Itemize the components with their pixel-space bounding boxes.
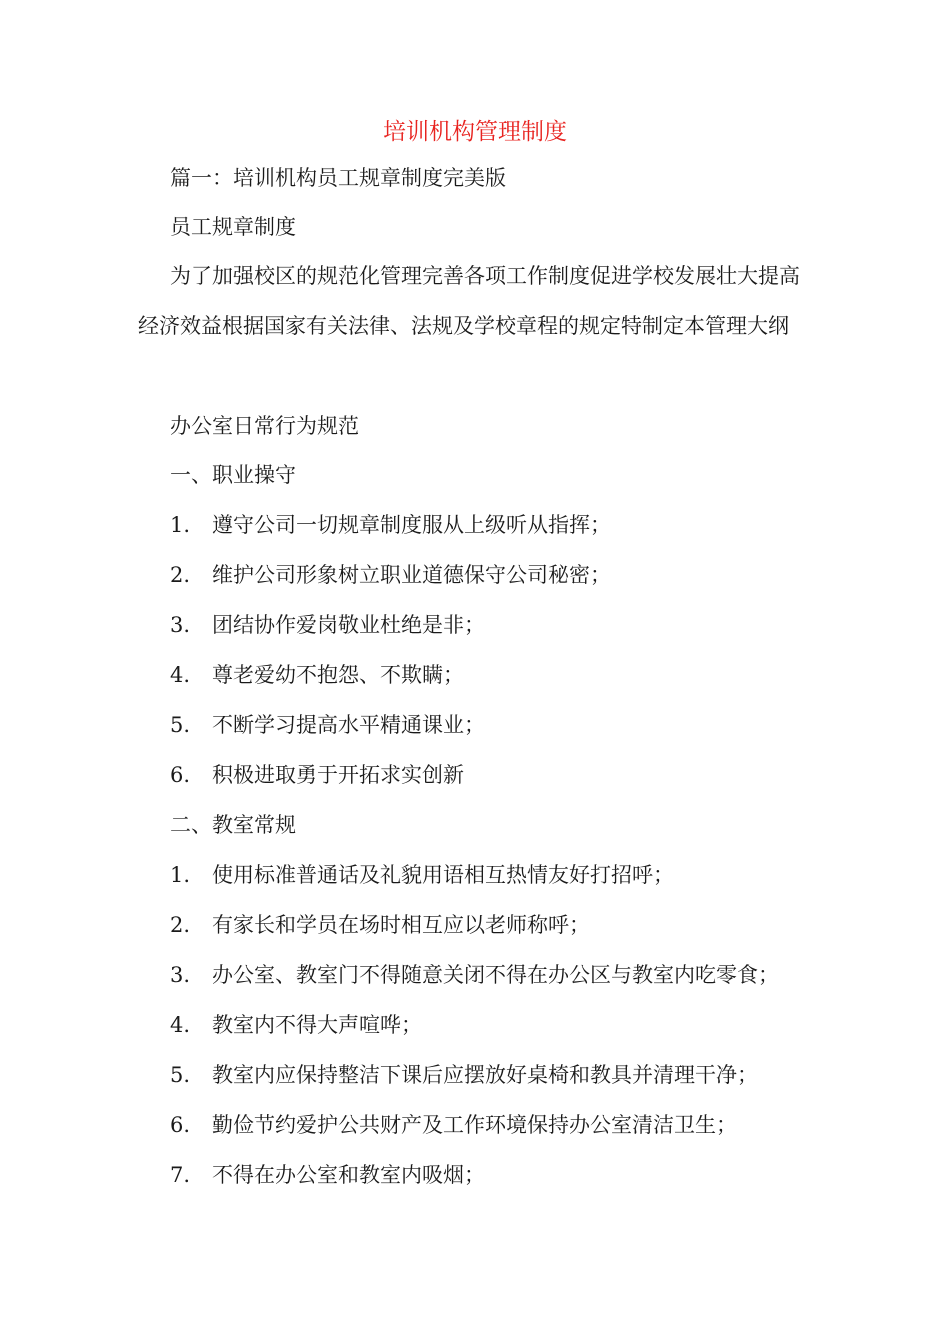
list-item [170,760,464,790]
list-item-number: 1. [170,513,191,537]
list-item [170,1060,758,1090]
list-item-text: 办公室、教室门不得随意关闭不得在办公区与教室内吃零食； [212,963,779,987]
list-item [170,660,464,690]
intro-paragraph: 为了加强校区的规范化管理完善各项工作制度促进学校发展壮大提高经济效益根据国家有关法律、法规及学校章程的规定特制定本管理大纲 [138,264,800,338]
list-item-number: 5. [170,713,191,737]
list-item [170,960,779,990]
list-item [170,910,590,940]
list-item [170,1160,485,1190]
list-item-number: 5. [170,1063,191,1087]
list-item-text: 团结协作爱岗敬业杜绝是非； [212,613,485,637]
list-item-text: 不断学习提高水平精通课业； [212,713,485,737]
list-item-number: 2. [170,913,191,937]
list-item-text: 不得在办公室和教室内吸烟； [212,1163,485,1187]
list-item-number: 3. [170,963,191,987]
list-item-number: 3. [170,613,191,637]
list-item-text: 使用标准普通话及礼貌用语相互热情友好打招呼； [212,863,674,887]
document-title: 培训机构管理制度 [383,119,567,145]
list-item-number: 7. [170,1163,191,1187]
list-item [170,610,485,640]
list-item-text: 教室内应保持整洁下课后应摆放好桌椅和教具并清理干净； [212,1063,758,1087]
office-heading: 办公室日常行为规范 [170,414,359,438]
list-item-number: 4. [170,663,191,687]
list-item [170,1010,422,1040]
list-item-number: 1. [170,863,191,887]
section-heading: 员工规章制度 [170,215,296,239]
list-item-text: 勤俭节约爱护公共财产及工作环境保持办公室清洁卫生； [212,1113,737,1137]
list-item-number: 4. [170,1013,191,1037]
list-item-text: 维护公司形象树立职业道德保守公司秘密； [212,563,611,587]
list-item-text: 尊老爱幼不抱怨、不欺瞒； [212,663,464,687]
chapter1-heading: 一、职业操守 [170,463,296,487]
list-item-text: 积极进取勇于开拓求实创新 [212,763,464,787]
list-item [170,710,485,740]
list-item-number: 2. [170,563,191,587]
chapter2-heading: 二、教室常规 [170,813,296,837]
list-item [170,860,674,890]
list-item-text: 遵守公司一切规章制度服从上级听从指挥； [212,513,611,537]
list-item [170,560,611,590]
part-heading: 篇一：培训机构员工规章制度完美版 [170,166,506,190]
list-item-number: 6. [170,1113,191,1137]
list-item-text: 教室内不得大声喧哗； [212,1013,422,1037]
list-item [170,1110,737,1140]
list-item-number: 6. [170,763,191,787]
list-item [170,510,611,540]
list-item-text: 有家长和学员在场时相互应以老师称呼； [212,913,590,937]
